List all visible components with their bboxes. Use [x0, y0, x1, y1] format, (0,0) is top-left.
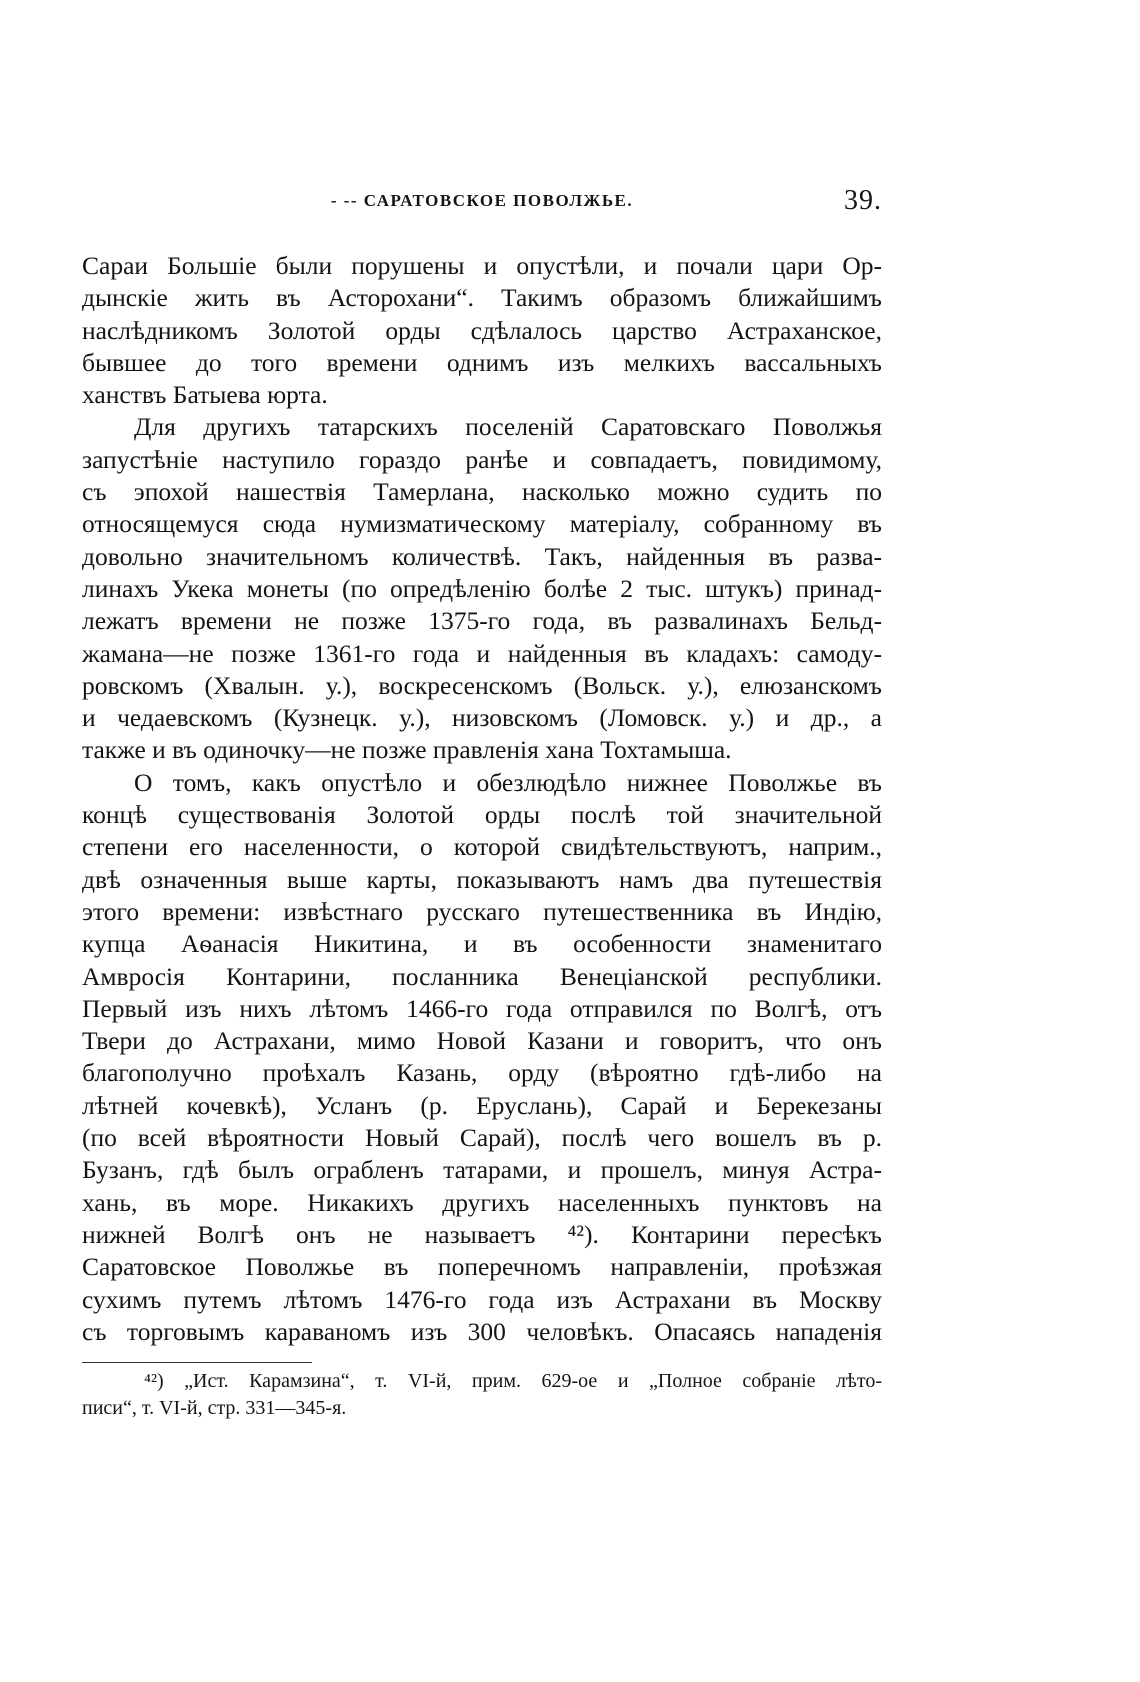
text-line: Сараи Большіе были порушены и опустѣли, и почали цари Ор-: [82, 251, 882, 280]
text-line: Первый изъ нихъ лѣтомъ 1466-го года отправился по Волгѣ, отъ: [82, 993, 882, 1023]
text-line: нижней Волгѣ онъ не называетъ ⁴²). Контарини пересѣкъ: [82, 1219, 882, 1249]
page-number: 39.: [844, 185, 882, 216]
text-line: сухимъ путемъ лѣтомъ 1476-го года изъ Астрахани въ Москву: [82, 1284, 882, 1314]
text-line: Твери до Астрахани, мимо Новой Казани и говоритъ, что онъ: [82, 1026, 882, 1056]
footnote-line: ⁴²) „Ист. Карамзина“, т. VI-й, прим. 629-ое и „Полное собраніе лѣто-: [144, 1370, 882, 1392]
text-line: ханствъ Батыева юрта.: [82, 380, 328, 410]
text-line: лежатъ времени не позже 1375-го года, въ развалинахъ Бельд-: [82, 606, 882, 636]
text-line: Для другихъ татарскихъ поселеній Саратовскаго Поволжья: [134, 412, 882, 442]
footnotes: [82, 1368, 882, 1422]
text-line: съ эпохой нашествія Тамерлана, насколько можно судить по: [82, 477, 882, 507]
text-line: благополучно проѣхалъ Казань, орду (вѣроятно гдѣ-либо на: [82, 1058, 882, 1088]
text-line: ровскомъ (Хвалын. у.), воскресенскомъ (Вольск. у.), елюзанскомъ: [82, 670, 882, 700]
body-text: [82, 250, 882, 1348]
text-line: Саратовское Поволжье въ поперечномъ направленіи, проѣзжая: [82, 1252, 882, 1282]
text-line: концѣ существованія Золотой орды послѣ той значительной: [82, 800, 882, 830]
text-line: наслѣдникомъ Золотой орды сдѣлалось царство Астраханское,: [82, 315, 882, 345]
text-line: купца Аѳанасія Никитина, и въ особенности знаменитаго: [82, 929, 882, 959]
text-line: Бузанъ, гдѣ былъ ограбленъ татарами, и прошелъ, минуя Астра-: [82, 1155, 882, 1185]
text-line: линахъ Укека монеты (по опредѣленію болѣе 2 тыс. штукъ) принад-: [82, 573, 882, 603]
text-line: дынскіе жить въ Асторохани“. Такимъ образомъ ближайшимъ: [82, 283, 882, 313]
text-line: лѣтней кочевкѣ), Усланъ (р. Еруслань), Сарай и Берекезаны: [82, 1090, 882, 1120]
text-line: двѣ означенныя выше карты, показываютъ намъ два путешествія: [82, 864, 882, 894]
text-line: О томъ, какъ опустѣло и обезлюдѣло нижнее Поволжье въ: [134, 767, 882, 797]
footnote-divider: [82, 1362, 312, 1363]
text-line: запустѣніе наступило гораздо ранѣе и совпадаетъ, повидимому,: [82, 444, 882, 474]
text-line: и чедаевскомъ (Кузнецк. у.), низовскомъ (Ломовск. у.) и др., а: [82, 703, 882, 733]
text-line: также и въ одиночку—не позже правленія хана Тохтамыша.: [82, 735, 732, 765]
text-line: довольно значительномъ количествѣ. Такъ, найденныя въ разва-: [82, 541, 882, 571]
text-line: хань, въ море. Никакихъ другихъ населенныхъ пунктовъ на: [82, 1187, 882, 1217]
running-title: - -- САРАТОВСКОЕ ПОВОЛЖЬЕ.: [330, 191, 634, 210]
page-header: [82, 185, 882, 219]
text-line: съ торговымъ караваномъ изъ 300 человѣкъ. Опасаясь нападенія: [82, 1316, 882, 1346]
footnote-line: писи“, т. VI-й, стр. 331—345-я.: [82, 1397, 347, 1419]
text-line: относящемуся сюда нумизматическому матеріалу, собранному въ: [82, 509, 882, 539]
text-line: бывшее до того времени однимъ изъ мелкихъ вассальныхъ: [82, 347, 882, 377]
text-line: этого времени: извѣстнаго русскаго путешественника въ Индію,: [82, 896, 882, 926]
text-line: (по всей вѣроятности Новый Сарай), послѣ чего вошелъ въ р.: [82, 1123, 882, 1153]
text-line: Амвросія Контарини, посланника Венеціанской республики.: [82, 961, 882, 991]
text-line: жамана—не позже 1361-го года и найденныя въ кладахъ: самоду-: [82, 638, 882, 668]
text-line: степени его населенности, о которой свидѣтельствуютъ, наприм.,: [82, 832, 882, 862]
